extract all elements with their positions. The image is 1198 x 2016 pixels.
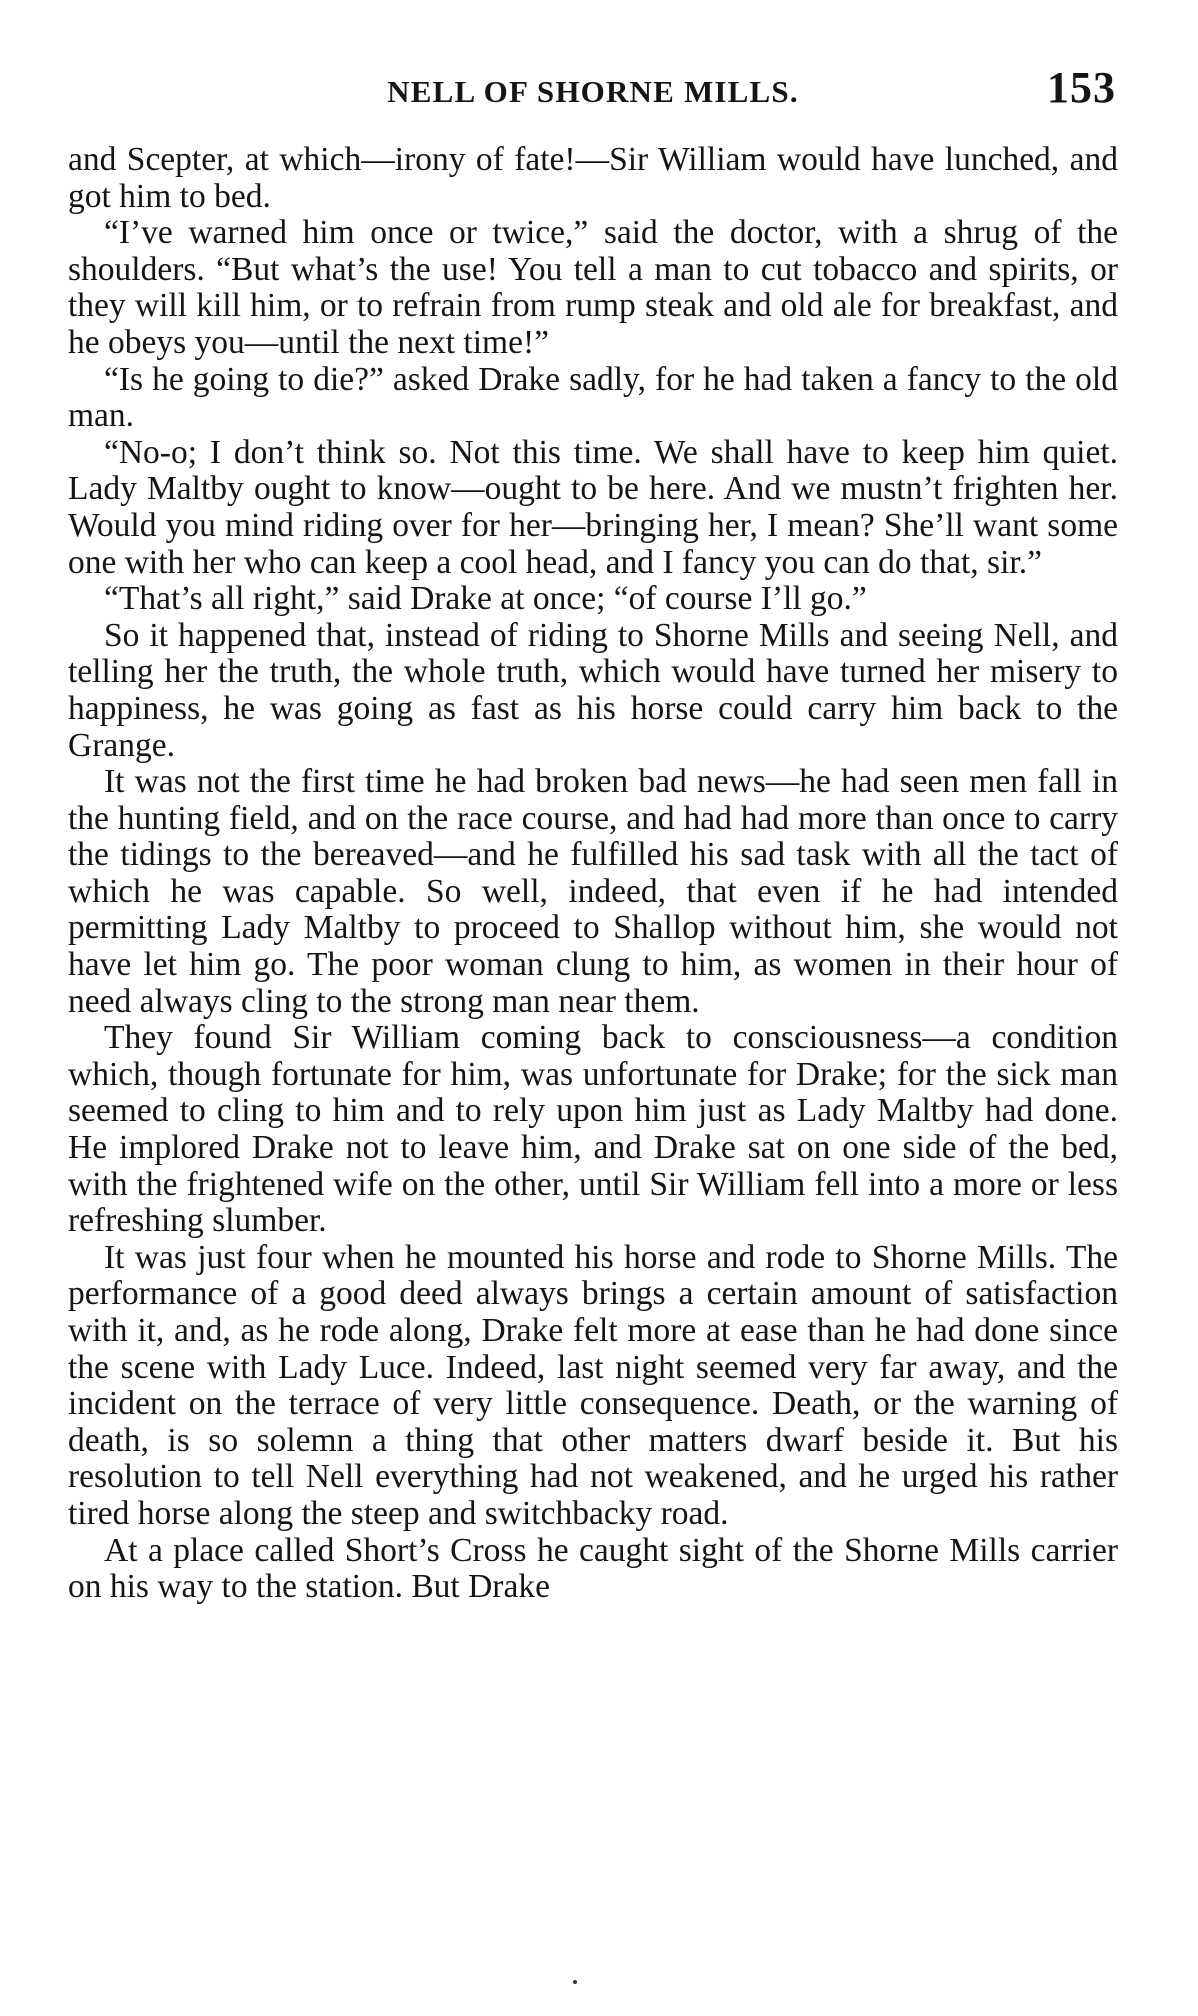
paragraph: “I’ve warned him once or twice,” said the doctor, with a shrug of the shoulders. “But what’s the use! You tell a man to cut tobacco and spirits, or they will kill him, or to refrain from rump steak and old ale for breakfast, and he obeys you—until the next time!” [68,214,1118,361]
paragraph: So it happened that, instead of riding to Shorne Mills and seeing Nell, and telling her the truth, the whole truth, which would have turned her misery to happiness, he was going as fast as his horse could carry him back to the Grange. [68,616,1118,764]
book-page [68,60,1118,1606]
running-title: NELL OF SHORNE MILLS. [387,74,799,109]
paragraph: It was just four when he mounted his horse and rode to Shorne Mills. The performance of a good deed always brings a certain amount of satisfaction with it, and, as he rode along, Drake felt more at ease than he had done since the scene with Lady Luce. Indeed, last night seemed very far away, and the incident on the terrace of very little consequence. Death, or the warning of death, is so solemn a thing that other matters dwarf beside it. But his resolution to tell Nell everything had not weakened, and he urged his rather tired horse along the steep and switchbacky road. [68,1238,1118,1532]
paragraph: “That’s all right,” said Drake at once; “of course I’ll go.” [104,580,867,618]
body-text [68,142,1118,1606]
print-mark [573,1980,577,1984]
paragraph: and Scepter, at which—irony of fate!—Sir William would have lunched, and got him to bed. [68,141,1118,215]
paragraph: They found Sir William coming back to consciousness—a condition which, though fortunate for him, was unfortunate for Drake; for the sick man seemed to cling to him and to rely upon him just as Lady Maltby had done. He implored Drake not to leave him, and Drake sat on one side of the bed, with the frightened wife on the other, until Sir William fell into a more or less refreshing slumber. [68,1019,1118,1240]
paragraph: At a place called Short’s Cross he caught sight of the Shorne Mills carrier on his way to the station. But Drake [68,1531,1118,1606]
paragraph: It was not the first time he had broken bad news—he had seen men fall in the hunting field, and on the race course, and had had more than once to carry the tidings to the bereaved—and he fulfilled his sad task with all the tact of which he was capable. So well, indeed, that even if he had intended permitting Lady Maltby to proceed to Shallop without him, she would not have let him go. The poor woman clung to him, as women in their hour of need always cling to the strong man near them. [68,763,1118,1020]
running-header [68,60,1118,120]
paragraph: “Is he going to die?” asked Drake sadly, for he had taken a fancy to the old man. [68,360,1118,435]
paragraph: “No-o; I don’t think so. Not this time. We shall have to keep him quiet. Lady Maltby ought to know—ought to be here. And we mustn’t frighten her. Would you mind riding over for her—bringing her, I mean? She’ll want some one with her who can keep a cool head, and I fancy you can do that, sir.” [68,433,1118,581]
page-number: 153 [1047,63,1116,112]
